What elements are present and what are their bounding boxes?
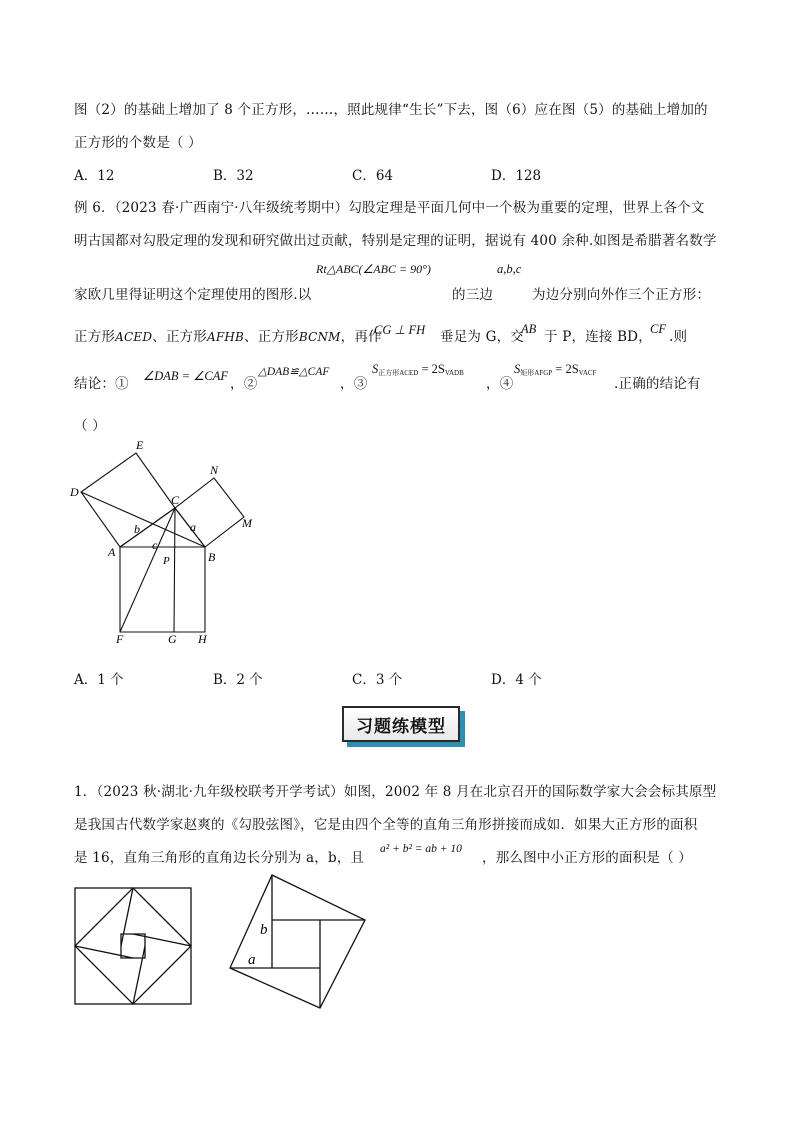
- conclusion-1: ∠DAB = ∠CAF: [143, 369, 229, 383]
- square-aced-shape: [81, 453, 175, 547]
- ex6-line-3a: 家欧几里得证明这个定理使用的图形.以: [74, 287, 312, 303]
- label-side-b: b: [134, 522, 140, 536]
- intro-line-1: 图（2）的基础上增加了 8 个正方形，……，照此规律“生长”下去，图（6）应在图（5）的基础上增加的: [74, 102, 708, 118]
- ex6-line-4f: 于 P，连接 BD，: [544, 329, 652, 345]
- ex6-line-5b: ，②: [230, 376, 258, 392]
- square-bcnm-shape: [175, 478, 244, 547]
- ex6-line-4e: 垂足为 G，交: [440, 329, 524, 345]
- label-h: H: [198, 632, 207, 646]
- label-n: N: [210, 463, 219, 477]
- label-a: A: [108, 545, 116, 559]
- ex6-line-3: [74, 283, 311, 303]
- ex6-line-4g: .则: [669, 329, 688, 345]
- ex6-options: [74, 668, 630, 688]
- outer-square: [75, 888, 191, 1004]
- label-leg-b: b: [260, 922, 268, 938]
- ex6-line-4: [74, 325, 382, 345]
- q1-line-3a: 是 16，直角三角形的直角边长分别为 a，b，且: [74, 850, 365, 866]
- conclusion-4: [514, 362, 596, 378]
- text-square: 正方形: [74, 329, 116, 345]
- label-p: P: [163, 555, 170, 567]
- text-then: ，再作: [340, 329, 382, 345]
- center-small-square: [121, 934, 145, 958]
- text-square-2: 、正方形: [152, 329, 207, 345]
- c3-sub: 正方形ACED: [378, 369, 419, 377]
- label-d: D: [70, 485, 79, 499]
- ex6-option-c[interactable]: C．3 个: [352, 672, 403, 688]
- q1-line-1: 1．（2023 秋·湖北·九年级校联考开学考试）如图，2002 年 8 月在北京召开的国际数学家大会会标其原型: [74, 784, 717, 800]
- q1-line-3b: ，那么图中小正方形的面积是（ ）: [482, 850, 692, 866]
- intro-line-2: 正方形的个数是（ ）: [74, 135, 202, 151]
- prev-question-options: [74, 164, 630, 184]
- c4-sub2: VACF: [578, 369, 597, 377]
- c4-s: S: [514, 362, 521, 376]
- segment-cf: CF: [650, 322, 666, 336]
- q1-line-2: 是我国古代数学家赵爽的《勾股弦图》，它是由四个全等的直角三角形拼接而成如．如果大正方形的面积: [74, 817, 698, 833]
- ex6-line-5e: .正确的结论有: [614, 376, 701, 392]
- conclusion-2: △DAB≌△CAF: [258, 366, 330, 378]
- label-f: F: [116, 632, 124, 646]
- section-badge: 习题练模型: [342, 706, 460, 742]
- segment-bd: [81, 492, 205, 547]
- euclid-figure: [60, 435, 290, 655]
- ex6-line-6: （ ）: [74, 418, 106, 434]
- label-m: M: [242, 516, 252, 530]
- ex6-line-5c: ，③: [340, 376, 368, 392]
- ex6-option-d[interactable]: D．4 个: [491, 672, 542, 688]
- label-side-a: a: [190, 520, 196, 534]
- conclusion-3: [372, 362, 464, 378]
- c3-rest: = 2S: [418, 362, 445, 376]
- label-b: B: [208, 550, 216, 564]
- ex6-option-b[interactable]: B．2 个: [213, 672, 263, 688]
- ex6-option-a[interactable]: A．1 个: [74, 672, 124, 688]
- zhao-shuang-figure: [222, 870, 372, 1012]
- pinwheel-figure: [70, 883, 196, 1009]
- ex6-line-5d: ，④: [486, 376, 514, 392]
- option-a[interactable]: A．12: [74, 168, 115, 184]
- label-side-c: c: [152, 538, 158, 552]
- option-b[interactable]: B．32: [213, 168, 254, 184]
- segment-ab: AB: [521, 322, 537, 336]
- square-bcnm: BCNM: [298, 330, 341, 344]
- ex6-line-5a: 结论：①: [74, 376, 129, 392]
- formula-rt-triangle: Rt△ABC(∠ABC = 90°): [316, 262, 431, 276]
- formula-perpendicular: CG ⊥ FH: [374, 323, 426, 337]
- ex6-line-1: 例 6．（2023 春·广西南宁·八年级统考期中）勾股定理是平面几何中一个极为重要的定理，世界上各个文: [74, 200, 705, 216]
- square-afhb: AFHB: [206, 330, 245, 344]
- option-d[interactable]: D．128: [491, 168, 542, 184]
- text-square-3: 、正方形: [244, 329, 299, 345]
- label-leg-a: a: [248, 952, 256, 968]
- c4-sub: 矩形AFGP: [520, 369, 553, 377]
- label-e: E: [136, 438, 144, 452]
- option-c[interactable]: C．64: [352, 168, 394, 184]
- formula-q1: a² + b² = ab + 10: [380, 843, 462, 855]
- outer-tilted-square: [230, 875, 365, 1008]
- segment-cf-line: [120, 508, 175, 632]
- ex6-line-2: 明古国都对勾股定理的发现和研究做出过贡献，特别是定理的证明，据说有 400 余种.如图是希腊著名数学: [74, 233, 717, 249]
- ex6-line-3c: 为边分别向外作三个正方形：: [532, 287, 711, 303]
- formula-abc: a,b,c: [497, 262, 522, 276]
- segment-cg: [174, 508, 175, 632]
- c3-sub2: VADB: [444, 369, 464, 377]
- ex6-line-3b: 的三边: [452, 287, 494, 303]
- inner-tilted-square: [75, 888, 191, 1004]
- label-c: C: [171, 493, 180, 507]
- label-g: G: [168, 632, 177, 646]
- square-aced: ACED: [115, 330, 153, 344]
- c4-rest: = 2S: [552, 362, 579, 376]
- c3-s: S: [372, 362, 379, 376]
